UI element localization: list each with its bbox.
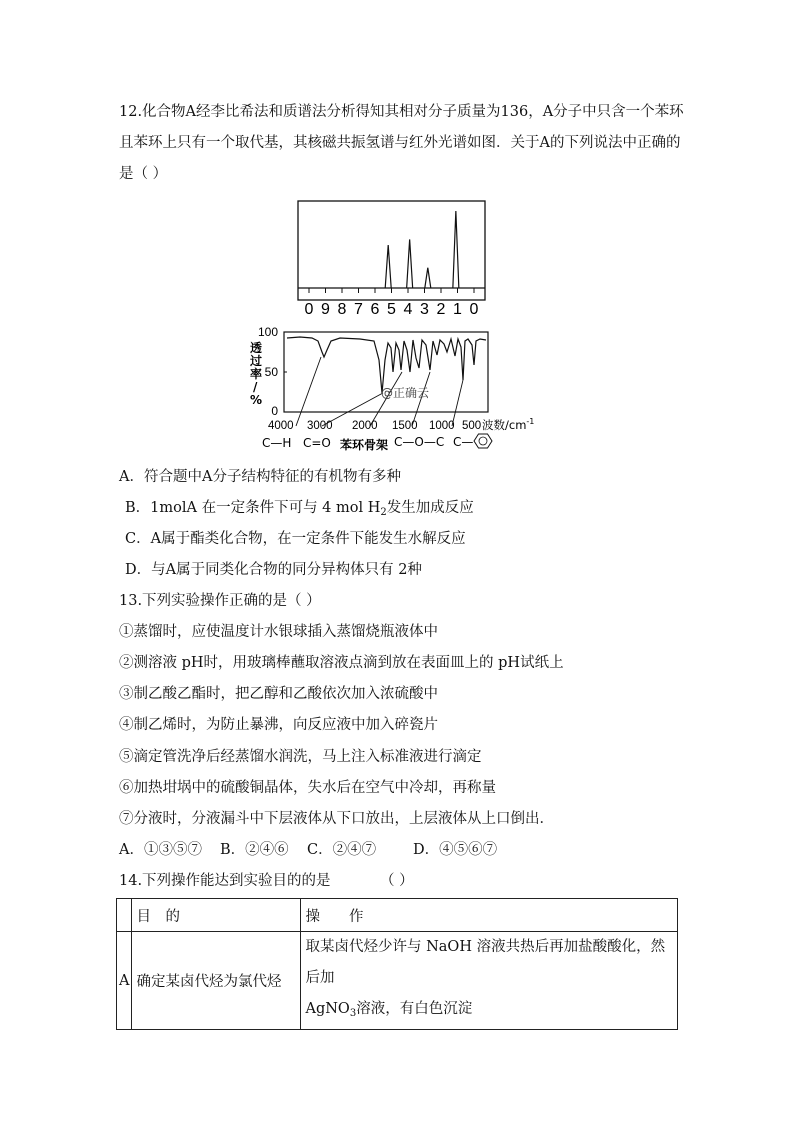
- ir-transmittance-curve: [287, 337, 486, 393]
- ir-xticks: [268, 420, 481, 432]
- q13-item: ③制乙酸乙酯时，把乙醇和乙酸依次加入浓硫酸中: [119, 686, 438, 702]
- ir-leader: [296, 357, 321, 426]
- ir-ylabel: [250, 340, 262, 407]
- table-header-row: [117, 899, 678, 932]
- row-letter-cell: A: [117, 932, 132, 1030]
- spectra-figure: [0, 0, 794, 460]
- q12-option-b: B．1molA 在一定条件下可与 4 mol $H_2$发生加成反应: [125, 500, 474, 518]
- benzene-ring-icon: [474, 434, 492, 448]
- q14-answer-paren: （ ）: [380, 873, 414, 889]
- ir-xtick: 3000: [307, 420, 333, 432]
- nmr-tick-label: 1: [453, 301, 462, 318]
- band-label-coc: C—O—C: [394, 435, 445, 449]
- ir-ylabel-char: 率: [250, 367, 263, 381]
- nmr-tick-label: 4: [403, 301, 413, 318]
- ir-xtick: 2000: [352, 420, 378, 432]
- ir-ylabel-char: %: [250, 393, 263, 407]
- watermark-text: @正确云: [381, 386, 430, 400]
- header-goal-cell: 目 的: [132, 899, 301, 932]
- ir-ylabel-char: /: [253, 380, 258, 394]
- ir-spectrum: [250, 325, 534, 452]
- q13-item: ④制乙烯时，为防止暴沸，向反应液中加入碎瓷片: [119, 717, 438, 733]
- q13-item: ⑥加热坩埚中的硫酸铜晶体，失水后在空气中冷却，再称量: [119, 780, 496, 796]
- nmr-peak: [453, 211, 459, 288]
- q12-stem-line2: 且苯环上只有一个取代基，其核磁共振氢谱与红外光谱如图．关于A的下列说法中正确的: [119, 135, 681, 151]
- nmr-tick-label: 6: [370, 301, 380, 318]
- nmr-peak: [407, 239, 413, 288]
- nmr-tick-label: 8: [337, 301, 347, 318]
- q13-item: ⑤滴定管洗净后经蒸馏水润洗，马上注入标准液进行滴定: [119, 749, 482, 765]
- q12-option-c: C．A属于酯类化合物，在一定条件下能发生水解反应: [125, 531, 466, 547]
- q13-option-a: A．①③⑤⑦: [119, 842, 202, 858]
- q12-stem-line3: 是（ ）: [119, 166, 168, 182]
- ir-xlabel: 波数$/cm^{-1}$: [482, 417, 535, 432]
- nmr-tick-label: 9: [321, 301, 330, 318]
- nmr-tick-label: 2: [436, 301, 446, 318]
- nmr-peak: [425, 268, 431, 288]
- row-operation-cell: [301, 932, 678, 1030]
- q13-option-d: D．④⑤⑥⑦: [413, 842, 498, 858]
- q14-title: 14.下列操作能达到实验目的的是: [119, 873, 331, 889]
- band-label-ch: C—H: [262, 436, 292, 450]
- q13-item: ⑦分液时，分液漏斗中下层液体从下口放出，上层液体从上口倒出．: [119, 811, 554, 827]
- ir-ylabel-char: 透: [250, 341, 263, 355]
- header-letter-cell: [117, 899, 132, 932]
- row-goal-cell: 确定某卤代烃为氯代烃: [132, 932, 301, 1030]
- q13-item: ②测溶液 pH时，用玻璃棒蘸取溶液点滴到放在表面皿上的 pH试纸上: [119, 655, 564, 671]
- operation-line2: AgNO$_3$溶液，有白色沉淀: [305, 1001, 473, 1019]
- q13-option-c: C．②④⑦: [307, 842, 377, 858]
- band-label-ring: 苯环骨架: [340, 438, 389, 452]
- ir-band-labels: [262, 435, 473, 452]
- nmr-tick-label: 5: [387, 301, 396, 318]
- ir-xtick: 1000: [429, 420, 455, 432]
- q12-option-a: A．符合题中A分子结构特征的有机物有多种: [119, 469, 401, 485]
- ir-ylabel-char: 过: [250, 354, 263, 368]
- ir-xtick: 4000: [268, 420, 294, 432]
- header-operation-cell: 操 作: [301, 899, 678, 932]
- band-label-co: C=O: [303, 436, 331, 450]
- q13-item: ①蒸馏时，应使温度计水银球插入蒸馏烧瓶液体中: [119, 624, 438, 640]
- table-row: [117, 932, 678, 1030]
- q14-table: [116, 898, 678, 1030]
- q13-option-b: B．②④⑥: [220, 842, 289, 858]
- ir-xtick: 1500: [392, 420, 418, 432]
- q13-title: 13.下列实验操作正确的是（ ）: [119, 593, 321, 609]
- q12-stem-line1: 12.化合物A经李比希法和质谱法分析得知其相对分子质量为136，A分子中只含一个苯环: [119, 104, 684, 120]
- nmr-tick-label: 0: [304, 301, 314, 318]
- ir-xtick: 500: [462, 420, 482, 432]
- nmr-peak: [385, 245, 391, 288]
- band-label-c-ring: C—: [453, 435, 474, 449]
- ir-ytick-0: 0: [271, 404, 278, 418]
- operation-line1: 取某卤代烃少许与 NaOH 溶液共热后再加盐酸酸化，然后加: [305, 939, 666, 986]
- nmr-tick-label: 0: [469, 301, 479, 318]
- ir-ytick-100: 100: [257, 325, 278, 339]
- nmr-tick-label: 7: [354, 301, 363, 318]
- nmr-spectrum: [298, 201, 485, 318]
- q12-option-d: D．与A属于同类化合物的同分异构体只有 2种: [125, 562, 422, 578]
- ir-ytick-50: 50: [264, 365, 278, 379]
- nmr-tick-label: 3: [420, 301, 429, 318]
